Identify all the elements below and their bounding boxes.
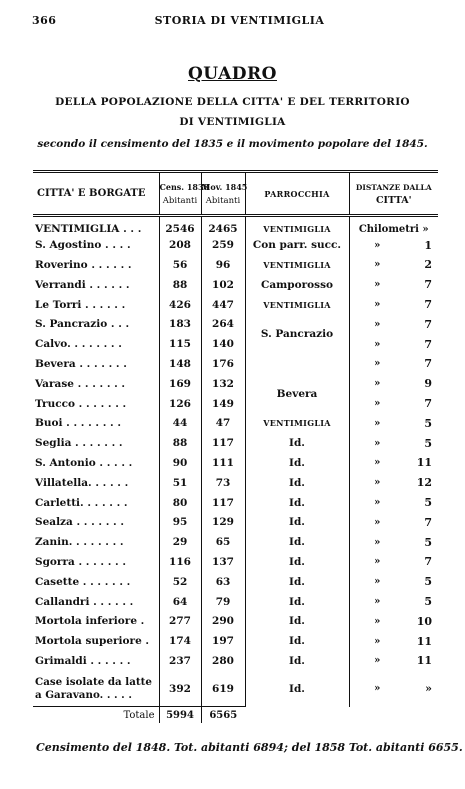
table-row bbox=[33, 275, 438, 295]
cell-parish bbox=[245, 295, 349, 315]
cell-distance-km: 10 bbox=[416, 614, 433, 628]
cell-locality: VENTIMIGLIA . . . bbox=[35, 223, 142, 236]
cell-movement: 79 bbox=[201, 592, 245, 612]
cell-locality: Verrandi . . . . . . bbox=[35, 278, 130, 291]
cell-census: 183 bbox=[159, 314, 201, 334]
cell-parish-text: VENTIMIGLIA bbox=[263, 299, 331, 310]
table-row bbox=[33, 611, 438, 631]
cell-parish-text: VENTIMIGLIA bbox=[263, 418, 331, 429]
table-row bbox=[33, 433, 438, 453]
cell-distance-km: 5 bbox=[424, 575, 433, 589]
cell-census: 52 bbox=[159, 572, 201, 592]
cell-census: 90 bbox=[159, 453, 201, 473]
cell-parish-text: Id. bbox=[289, 595, 305, 608]
cell-distance-km: 7 bbox=[424, 278, 433, 292]
cell-movement: 47 bbox=[201, 413, 245, 433]
cell-parish-text: Id. bbox=[289, 635, 305, 648]
cell-distance-km: 7 bbox=[424, 337, 433, 351]
cell-distance-mark: » bbox=[374, 378, 381, 390]
cell-census: 115 bbox=[159, 334, 201, 354]
table-row bbox=[33, 295, 438, 315]
cell-census: 116 bbox=[159, 552, 201, 572]
cell-distance-km: 11 bbox=[416, 456, 433, 470]
header-census-sub: Abitanti bbox=[162, 195, 198, 206]
cell-parish bbox=[245, 532, 349, 552]
cell-census: 64 bbox=[159, 592, 201, 612]
table-row bbox=[33, 512, 438, 532]
table-subtitle-line1: DELLA POPOLAZIONE DELLA CITTA' E DEL TERRITORIO bbox=[55, 96, 410, 108]
table-row bbox=[33, 631, 438, 651]
table-row bbox=[33, 216, 438, 236]
cell-locality: Carletti. . . . . . . bbox=[35, 496, 128, 509]
cell-parish-text: Con parr. succ. bbox=[252, 239, 342, 252]
table-row bbox=[33, 592, 438, 612]
cell-distance-km: 7 bbox=[424, 357, 433, 371]
cell-movement: 619 bbox=[201, 671, 245, 707]
cell-parish-text: VENTIMIGLIA bbox=[263, 224, 331, 235]
cell-locality: Case isolate da latte a Garavano. . . . . bbox=[35, 675, 152, 701]
cell-parish-text: Id. bbox=[289, 555, 305, 568]
cell-movement: 149 bbox=[201, 394, 245, 414]
cell-movement: 96 bbox=[201, 255, 245, 275]
cell-distance-km: 5 bbox=[424, 416, 433, 430]
table-row bbox=[33, 255, 438, 275]
cell-distance-km: 7 bbox=[424, 397, 433, 411]
cell-parish-text: Id. bbox=[289, 682, 305, 695]
table-row bbox=[33, 473, 438, 493]
cell-locality: S. Agostino . . . . bbox=[35, 239, 131, 252]
table-row bbox=[33, 413, 438, 433]
total-filler bbox=[245, 707, 438, 723]
header-movement bbox=[201, 172, 248, 216]
cell-census: 237 bbox=[159, 651, 201, 671]
table-row bbox=[33, 453, 438, 473]
table-row bbox=[33, 354, 438, 374]
cell-distance-mark: » bbox=[374, 683, 381, 695]
cell-distance-mark: » bbox=[374, 398, 381, 410]
cell-parish-text: Id. bbox=[289, 536, 305, 549]
cell-locality: Sgorra . . . . . . . bbox=[35, 555, 126, 568]
cell-parish-text: Id. bbox=[289, 654, 305, 667]
table-subtitle-line2: DI VENTIMIGLIA bbox=[179, 116, 286, 128]
cell-parish bbox=[245, 413, 349, 433]
cell-parish bbox=[245, 255, 349, 275]
cell-census: 80 bbox=[159, 493, 201, 513]
cell-movement: 63 bbox=[201, 572, 245, 592]
cell-movement: 111 bbox=[201, 453, 245, 473]
footnote: Censimento del 1848. Tot. abitanti 6894; del 1858 Tot. abitanti 6655. bbox=[36, 741, 463, 754]
cell-parish-text: Id. bbox=[289, 476, 305, 489]
cell-census: 208 bbox=[159, 235, 201, 255]
cell-locality: Buoi . . . . . . . . bbox=[35, 417, 121, 430]
cell-distance-km: 11 bbox=[416, 634, 433, 648]
cell-parish bbox=[245, 671, 349, 707]
table-row bbox=[33, 374, 438, 394]
cell-movement: 176 bbox=[201, 354, 245, 374]
total-row bbox=[33, 707, 438, 723]
cell-distance-km: 12 bbox=[416, 476, 433, 490]
cell-movement: 129 bbox=[201, 512, 245, 532]
cell-census: 392 bbox=[159, 671, 201, 707]
cell-locality: Villatella. . . . . . bbox=[35, 476, 129, 489]
cell-movement: 2465 bbox=[201, 216, 245, 236]
table-header-row bbox=[33, 172, 438, 216]
table-row bbox=[33, 572, 438, 592]
cell-distance-mark: » bbox=[374, 417, 381, 429]
header-distance-label: DISTANZE DALLA bbox=[355, 182, 432, 192]
cell-parish-text: Id. bbox=[289, 496, 305, 509]
cell-census: 2546 bbox=[159, 216, 201, 236]
cell-locality: Mortola superiore . bbox=[35, 635, 150, 648]
cell-census: 148 bbox=[159, 354, 201, 374]
cell-parish bbox=[245, 631, 349, 651]
header-locality: CITTA' E BORGATE bbox=[33, 172, 159, 216]
cell-parish bbox=[245, 473, 349, 493]
cell-distance-mark: » bbox=[374, 338, 381, 350]
cell-locality: Zanin. . . . . . . . bbox=[35, 536, 124, 549]
cell-parish bbox=[245, 592, 349, 612]
cell-parish bbox=[245, 512, 349, 532]
header-census bbox=[159, 172, 210, 216]
table-row bbox=[33, 394, 438, 414]
cell-movement: 117 bbox=[201, 433, 245, 453]
cell-parish-merged: Bevera bbox=[245, 374, 349, 414]
cell-distance-mark: » bbox=[374, 556, 381, 568]
cell-movement: 102 bbox=[201, 275, 245, 295]
cell-distance-mark: » bbox=[374, 437, 381, 449]
table-row bbox=[33, 671, 438, 707]
cell-movement: 132 bbox=[201, 374, 245, 394]
cell-locality: Casette . . . . . . . bbox=[35, 575, 131, 588]
cell-parish bbox=[245, 433, 349, 453]
total-label: Totale bbox=[33, 707, 159, 723]
table-row bbox=[33, 532, 438, 552]
cell-distance-mark: » bbox=[374, 358, 381, 370]
cell-distance-km: 7 bbox=[424, 555, 433, 569]
cell-parish bbox=[245, 275, 349, 295]
cell-distance-km: 5 bbox=[424, 595, 433, 609]
table-body bbox=[33, 216, 438, 723]
cell-census: 174 bbox=[159, 631, 201, 651]
header-movement-label: Mov. 1845 bbox=[201, 181, 248, 192]
cell-distance-km: 5 bbox=[424, 496, 433, 510]
cell-distance-km: 2 bbox=[424, 258, 433, 272]
cell-locality: Trucco . . . . . . . bbox=[35, 397, 127, 410]
cell-distance-km: 1 bbox=[424, 238, 433, 252]
cell-parish-merged: S. Pancrazio bbox=[245, 314, 349, 354]
cell-locality: Grimaldi . . . . . . bbox=[35, 654, 131, 667]
cell-parish-merged bbox=[245, 354, 349, 374]
cell-distance-km: 9 bbox=[424, 377, 433, 391]
cell-locality: Le Torri . . . . . . bbox=[35, 298, 126, 311]
table-row bbox=[33, 235, 438, 255]
header-distance-sub: CITTA' bbox=[375, 194, 412, 206]
cell-distance-mark: » bbox=[374, 318, 381, 330]
cell-distance-km: 5 bbox=[424, 436, 433, 450]
cell-census: 29 bbox=[159, 532, 201, 552]
cell-parish bbox=[245, 216, 349, 236]
header-census-label: Cens. 1838 bbox=[159, 181, 210, 192]
cell-locality: Callandri . . . . . . bbox=[35, 595, 134, 608]
cell-locality: Varase . . . . . . . bbox=[35, 377, 126, 390]
cell-parish-text: VENTIMIGLIA bbox=[263, 259, 331, 270]
cell-movement: 137 bbox=[201, 552, 245, 572]
cell-movement: 197 bbox=[201, 631, 245, 651]
cell-distance-mark: » bbox=[374, 635, 381, 647]
cell-movement: 259 bbox=[201, 235, 245, 255]
cell-locality: S. Pancrazio . . . bbox=[35, 318, 130, 331]
cell-distance-km: 7 bbox=[424, 317, 433, 331]
cell-distance-mark: » bbox=[374, 615, 381, 627]
cell-parish bbox=[245, 651, 349, 671]
total-census: 5994 bbox=[159, 707, 201, 723]
cell-census: 95 bbox=[159, 512, 201, 532]
cell-movement: 447 bbox=[201, 295, 245, 315]
cell-census: 56 bbox=[159, 255, 201, 275]
cell-distance-mark: » bbox=[374, 299, 381, 311]
cell-census: 44 bbox=[159, 413, 201, 433]
page-number: 366 bbox=[32, 14, 57, 27]
cell-movement: 65 bbox=[201, 532, 245, 552]
cell-distance-mark: » bbox=[374, 239, 381, 251]
cell-distance: Chilometri » bbox=[358, 223, 429, 235]
table-title: QUADRO bbox=[188, 64, 277, 84]
cell-locality: Mortola inferiore . bbox=[35, 615, 145, 628]
cell-movement: 264 bbox=[201, 314, 245, 334]
cell-distance-mark: » bbox=[374, 596, 381, 608]
cell-locality: Calvo. . . . . . . . bbox=[35, 338, 122, 351]
cell-locality: Roverino . . . . . . bbox=[35, 258, 132, 271]
cell-distance-km: » bbox=[425, 682, 433, 696]
table-row bbox=[33, 334, 438, 354]
cell-parish bbox=[245, 611, 349, 631]
cell-distance-mark: » bbox=[374, 259, 381, 271]
header-parish: PARROCCHIA bbox=[245, 172, 349, 216]
table-row bbox=[33, 651, 438, 671]
cell-movement: 290 bbox=[201, 611, 245, 631]
cell-distance-mark: » bbox=[374, 655, 381, 667]
cell-parish-text: Id. bbox=[289, 516, 305, 529]
cell-census: 88 bbox=[159, 275, 201, 295]
cell-locality: Bevera . . . . . . . bbox=[35, 357, 127, 370]
header-distance bbox=[349, 172, 438, 216]
total-movement: 6565 bbox=[201, 707, 245, 723]
cell-movement: 117 bbox=[201, 493, 245, 513]
cell-distance-km: 11 bbox=[416, 654, 433, 668]
table-row bbox=[33, 493, 438, 513]
cell-distance-km: 7 bbox=[424, 298, 433, 312]
running-title: STORIA DI VENTIMIGLIA bbox=[154, 14, 325, 27]
cell-census: 88 bbox=[159, 433, 201, 453]
cell-distance-km: 7 bbox=[424, 515, 433, 529]
cell-distance-mark: » bbox=[374, 536, 381, 548]
cell-parish bbox=[245, 235, 349, 255]
cell-distance-mark: » bbox=[374, 576, 381, 588]
table-row bbox=[33, 314, 438, 334]
cell-parish bbox=[245, 493, 349, 513]
cell-parish-text: Id. bbox=[289, 456, 305, 469]
table-subtitle-line3: secondo il censimento del 1835 e il movimento popolare del 1845. bbox=[37, 138, 428, 150]
population-table-wrapper bbox=[33, 170, 438, 728]
cell-distance-mark: » bbox=[374, 457, 381, 469]
cell-locality: S. Antonio . . . . . bbox=[35, 456, 133, 469]
table-row bbox=[33, 552, 438, 572]
cell-parish-text: Id. bbox=[289, 437, 305, 450]
cell-census: 169 bbox=[159, 374, 201, 394]
cell-distance-mark: » bbox=[374, 279, 381, 291]
cell-parish bbox=[245, 453, 349, 473]
cell-distance-mark: » bbox=[374, 477, 381, 489]
cell-census: 51 bbox=[159, 473, 201, 493]
cell-census: 126 bbox=[159, 394, 201, 414]
cell-parish-text: Id. bbox=[289, 615, 305, 628]
cell-distance-km: 5 bbox=[424, 535, 433, 549]
cell-census: 277 bbox=[159, 611, 201, 631]
cell-movement: 73 bbox=[201, 473, 245, 493]
cell-locality: Seglia . . . . . . . bbox=[35, 437, 123, 450]
cell-parish bbox=[245, 552, 349, 572]
cell-distance-mark: » bbox=[374, 516, 381, 528]
cell-distance-mark: » bbox=[374, 497, 381, 509]
cell-parish-text: Camporosso bbox=[261, 278, 333, 291]
cell-parish-text: Id. bbox=[289, 575, 305, 588]
running-head bbox=[32, 14, 447, 30]
cell-census: 426 bbox=[159, 295, 201, 315]
header-movement-sub: Abitanti bbox=[205, 195, 241, 206]
population-table bbox=[33, 170, 438, 723]
cell-movement: 280 bbox=[201, 651, 245, 671]
cell-locality: Sealza . . . . . . . bbox=[35, 516, 124, 529]
cell-movement: 140 bbox=[201, 334, 245, 354]
cell-parish bbox=[245, 572, 349, 592]
